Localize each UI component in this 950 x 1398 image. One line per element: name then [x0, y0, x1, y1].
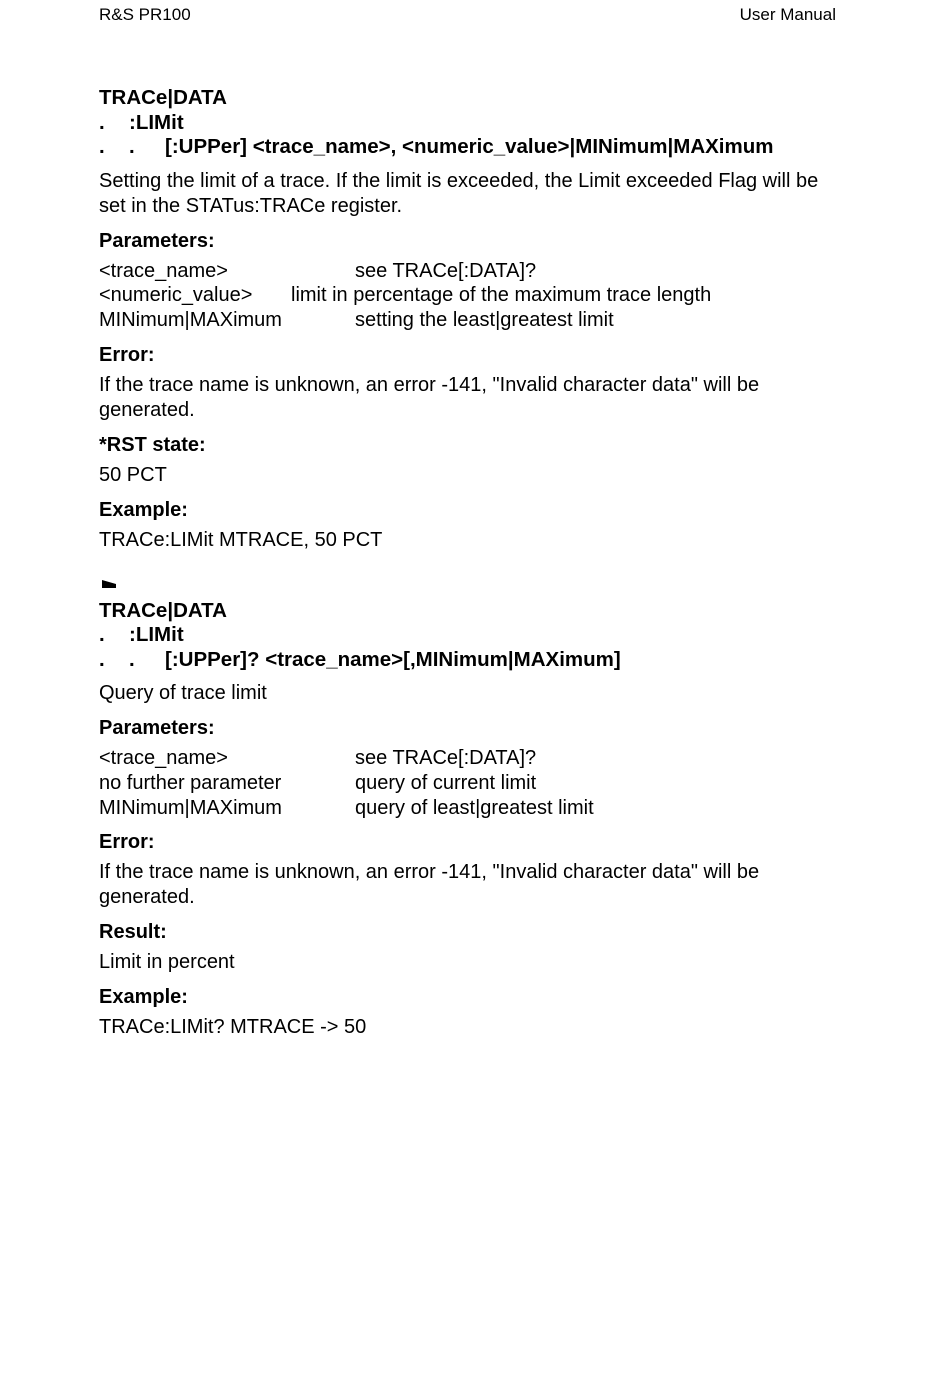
parameter-name: no further parameter [99, 771, 282, 794]
parameter-name: <trace_name> [99, 259, 228, 282]
error-text: If the trace name is unknown, an error -141, "Invalid character data" will be generated. [99, 373, 760, 421]
command-section-set-limit [99, 86, 844, 553]
parameter-row [99, 746, 844, 771]
command-description: Query of trace limit [99, 682, 267, 705]
command-syntax-label: [:UPPer] <trace_name>, <numeric_value>|MINimum|MAXimum [165, 135, 774, 158]
parameter-row [99, 308, 844, 333]
example-heading: Example: [99, 986, 188, 1009]
tree-dot: . [99, 623, 105, 647]
error-heading: Error: [99, 831, 155, 854]
error-text: If the trace name is unknown, an error -141, "Invalid character data" will be generated. [99, 861, 760, 909]
parameters-list [99, 259, 844, 333]
result-heading: Result: [99, 921, 167, 944]
command-syntax-label: [:UPPer]? <trace_name>[,MINimum|MAXimum] [165, 647, 621, 671]
parameter-description: see TRACe[:DATA]? [355, 747, 537, 770]
command-syntax [99, 648, 844, 673]
tree-dot: . [129, 135, 135, 158]
command-syntax [99, 135, 844, 160]
tree-dot: . [129, 647, 135, 671]
tree-dot: . [99, 110, 105, 134]
parameter-description: query of current limit [355, 771, 537, 794]
parameter-name: <numeric_value> [99, 284, 253, 307]
parameter-description: query of least|greatest limit [355, 796, 594, 819]
command-section-query-limit [99, 599, 844, 1041]
rst-state-heading: *RST state: [99, 433, 206, 456]
header-document-type: User Manual [739, 5, 836, 24]
command-subnode-label: :LIMit [129, 623, 184, 647]
command-subnode [99, 623, 844, 648]
tree-dot: . [99, 647, 105, 671]
triangle-arrow-icon [102, 580, 116, 588]
parameters-heading: Parameters: [99, 229, 215, 252]
command-subnode [99, 111, 844, 136]
tree-dot: . [99, 135, 105, 158]
parameter-description: setting the least|greatest limit [355, 308, 614, 331]
parameter-row [99, 259, 844, 284]
parameter-row [99, 283, 844, 308]
parameter-description: see TRACe[:DATA]? [355, 259, 537, 282]
command-subnode-label: :LIMit [129, 110, 184, 134]
parameter-name: MINimum|MAXimum [99, 796, 282, 819]
parameter-description: limit in percentage of the maximum trace length [291, 284, 712, 307]
header-product-name: R&S PR100 [99, 5, 191, 24]
parameters-heading: Parameters: [99, 717, 215, 740]
parameter-row [99, 796, 844, 821]
parameter-name: <trace_name> [99, 747, 228, 770]
command-name: TRACe|DATA [99, 598, 227, 622]
parameter-name: MINimum|MAXimum [99, 308, 282, 331]
command-name: TRACe|DATA [99, 86, 227, 109]
example-text: TRACe:LIMit MTRACE, 50 PCT [99, 528, 383, 551]
example-heading: Example: [99, 498, 188, 521]
manual-content [99, 86, 844, 1040]
error-heading: Error: [99, 343, 155, 366]
section-separator [99, 571, 844, 599]
parameters-list [99, 746, 844, 820]
result-value: Limit in percent [99, 951, 235, 974]
command-description: Setting the limit of a trace. If the limit is exceeded, the Limit exceeded Flag will be set in the STATus:TRACe register. [99, 169, 819, 217]
example-text: TRACe:LIMit? MTRACE -> 50 [99, 1016, 367, 1039]
page-header [99, 4, 836, 26]
rst-state-value: 50 PCT [99, 463, 167, 486]
parameter-row [99, 771, 844, 796]
